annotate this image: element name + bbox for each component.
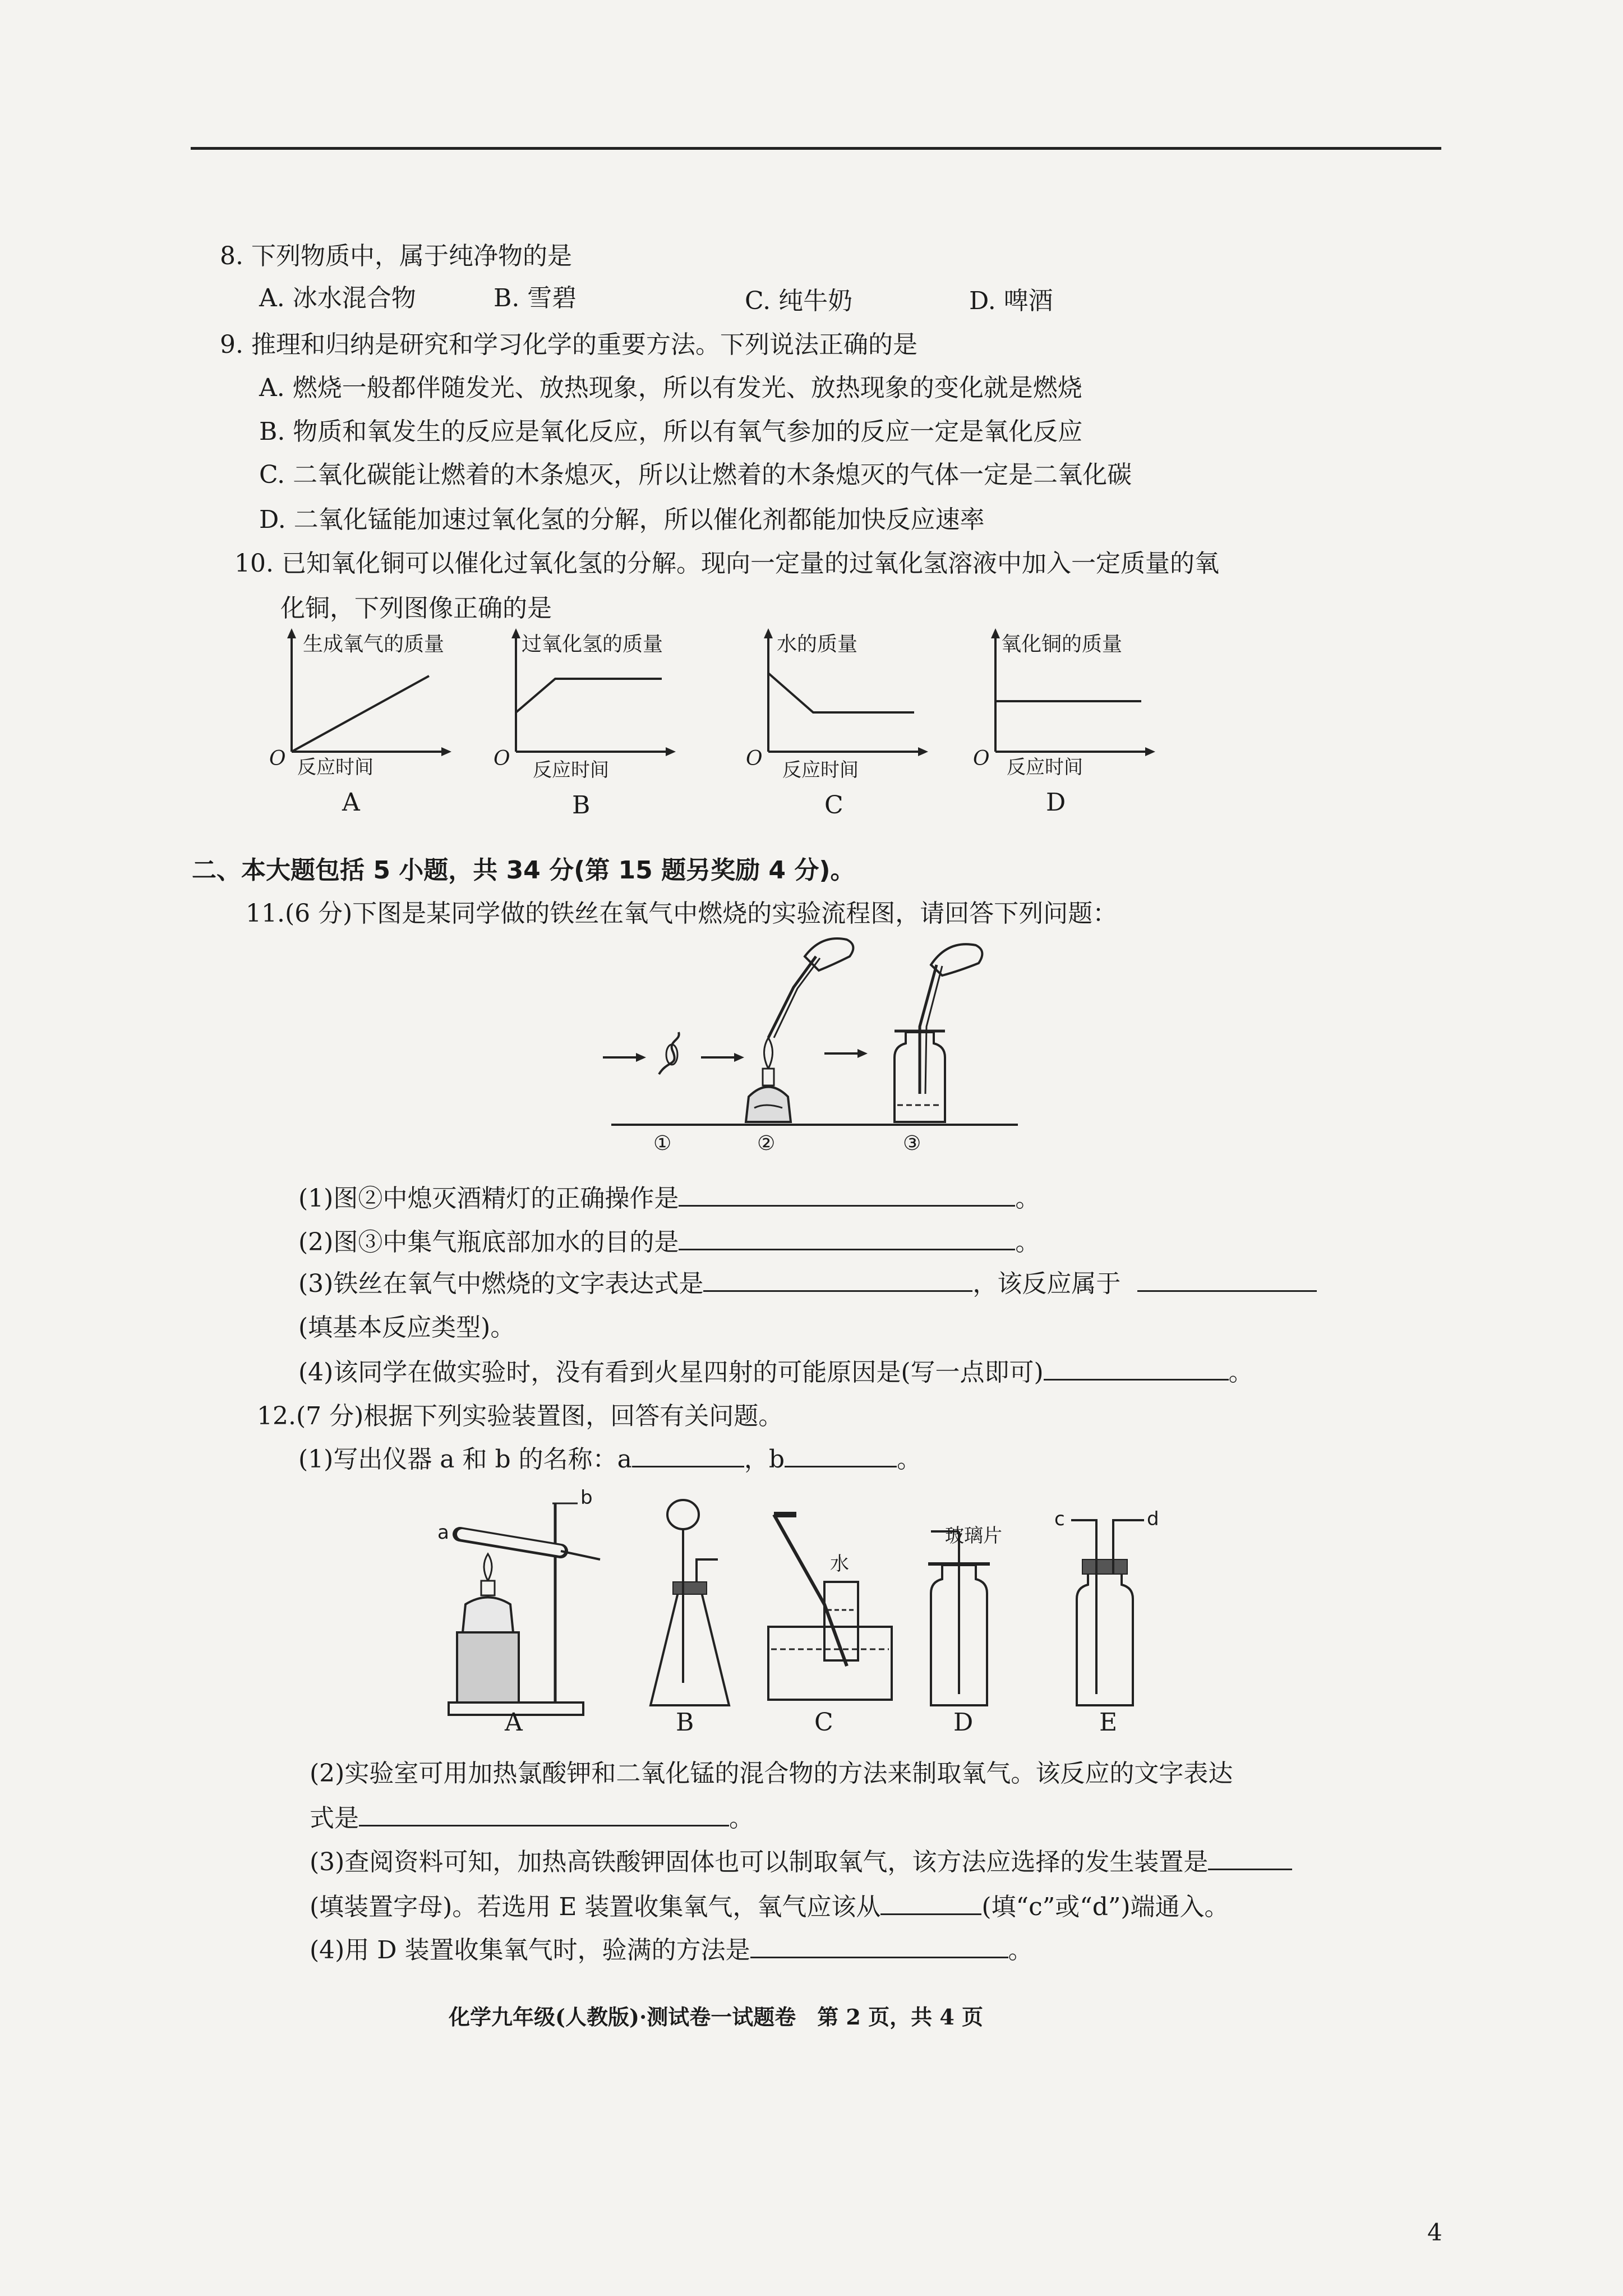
graph-c-ylabel: 水的质量 [777,633,858,656]
q10-stem-line1: 10. 已知氧化铜可以催化过氧化氢的分解。现向一定量的过氧化氢溶液中加入一定质量的氧 [234,549,1219,578]
apparatus-letter-c: C [814,1708,833,1737]
section2-heading: 二、本大题包括 5 小题，共 34 分(第 15 题另奖励 4 分)。 [192,856,855,885]
graph-c-letter: C [824,791,843,820]
apparatus-letter-d: D [953,1708,974,1737]
q11-stem: 11.(6 分)下图是某同学做的铁丝在氧气中燃烧的实验流程图，请回答下列问题： [246,899,1118,928]
graph-d-xlabel: 反应时间 [1007,756,1083,779]
q12-apparatus [437,1481,1256,1739]
q11-sub3-text-2: ，该反应属于 [972,1269,1121,1298]
apparatus-letter-e: E [1099,1708,1118,1737]
q12-sub4-period: 。 [1008,1936,1033,1964]
q11-sub3-blank-2[interactable] [1137,1268,1317,1292]
graph-b-letter: B [572,791,591,820]
q11-sub2-period: 。 [1015,1228,1040,1257]
q12-sub3 [310,1842,1292,1878]
page-number: 4 [1427,2219,1442,2246]
graph-a-letter: A [342,788,360,817]
q12-sub3-cont [310,1887,1229,1922]
q12-stem: 12.(7 分)根据下列实验装置图，回答有关问题。 [257,1402,783,1430]
apparatus-letter-b: B [676,1708,694,1737]
q11-figure [600,926,1026,1172]
graph-c [746,628,937,830]
graph-b-ylabel: 过氧化氢的质量 [522,633,663,656]
q8-stem: 8. 下列物质中，属于纯净物的是 [220,242,572,270]
q11-sub2 [298,1222,1040,1258]
q10-stem-line2: 化铜，下列图像正确的是 [280,594,552,623]
q11-fig-label-2: ② [757,1132,776,1155]
graph-a [269,628,460,830]
q11-sub1 [298,1178,1040,1214]
q12-sub1-text-b: ，b [744,1445,785,1474]
q11-fig-label-3: ③ [903,1132,921,1155]
q12-sub3-text-3: (填“c”或“d”)端通入。 [981,1893,1229,1921]
q11-sub4-period: 。 [1228,1358,1253,1387]
q12-sub1-blank-a[interactable] [632,1443,744,1467]
q9-option-c: C. 二氧化碳能让燃着的木条熄灭，所以让燃着的木条熄灭的气体一定是二氧化碳 [259,461,1132,489]
q11-sub3-cont: (填基本反应类型)。 [298,1313,515,1342]
q9-option-d: D. 二氧化锰能加速过氧化氢的分解，所以催化剂都能加快反应速率 [259,505,985,534]
q8-option-d: D. 啤酒 [969,287,1053,315]
q12-sub4-text: (4)用 D 装置收集氧气时，验满的方法是 [310,1936,750,1964]
graph-b-xlabel: 反应时间 [533,759,609,781]
q12-sub1-blank-b[interactable] [785,1443,897,1467]
q11-sub3-blank-1[interactable] [703,1268,972,1292]
apparatus-label-a: a [437,1521,449,1544]
q11-sub3 [298,1263,1317,1299]
q11-sub2-text: (2)图③中集气瓶底部加水的目的是 [298,1228,679,1257]
q12-sub1-text: (1)写出仪器 a 和 b 的名称：a [298,1445,632,1474]
q9-option-a: A. 燃烧一般都伴随发光、放热现象，所以有发光、放热现象的变化就是燃烧 [259,374,1082,402]
apparatus-label-glass: 玻璃片 [945,1525,1002,1547]
q11-sub1-period: 。 [1015,1184,1040,1213]
q12-sub2: (2)实验室可用加热氯酸钾和二氧化锰的混合物的方法来制取氧气。该反应的文字表达 [310,1759,1233,1788]
graph-c-origin: O [746,747,763,770]
graph-b [494,628,684,830]
q12-sub4 [310,1930,1033,1966]
q12-sub2-period: 。 [729,1804,754,1833]
q12-sub2-blank[interactable] [359,1802,729,1826]
graph-d-ylabel: 氧化铜的质量 [1001,633,1123,656]
q11-sub4 [298,1352,1253,1388]
q8-option-b: B. 雪碧 [494,284,577,312]
q11-sub2-blank[interactable] [679,1226,1015,1250]
q11-sub3-text: (3)铁丝在氧气中燃烧的文字表达式是 [298,1269,704,1298]
q12-sub3-blank-2[interactable] [880,1891,981,1915]
q12-sub2-cont [310,1798,754,1834]
q12-sub1-period: 。 [897,1445,922,1474]
graph-d-letter: D [1046,788,1066,817]
q12-sub3-text: (3)查阅资料可知，加热高铁酸钾固体也可以制取氧气，该方法应选择的发生装置是 [310,1848,1209,1876]
q11-sub4-text: (4)该同学在做实验时，没有看到火星四射的可能原因是(写一点即可) [298,1358,1044,1387]
graph-a-xlabel: 反应时间 [297,756,374,779]
graph-c-xlabel: 反应时间 [782,759,859,781]
graph-d [973,628,1164,830]
q11-sub4-blank[interactable] [1044,1356,1229,1381]
q11-sub1-blank[interactable] [679,1182,1015,1207]
graph-a-origin: O [269,747,286,770]
page-footer: 化学九年级(人教版)·测试卷一试题卷 第 2 页，共 4 页 [449,2004,983,2030]
apparatus-label-d: d [1147,1508,1159,1530]
top-rule [191,147,1441,150]
q8-option-c: C. 纯牛奶 [745,287,853,315]
q12-sub2-text: 式是 [310,1804,359,1833]
graph-b-origin: O [494,747,510,770]
q12-sub1 [298,1439,921,1475]
q11-fig-label-1: ① [653,1132,672,1155]
q12-sub3-blank-1[interactable] [1208,1846,1292,1870]
apparatus-label-b: b [580,1487,593,1509]
graph-a-ylabel: 生成氧气的质量 [303,633,445,656]
q9-stem: 9. 推理和归纳是研究和学习化学的重要方法。下列说法正确的是 [220,330,917,359]
q8-option-a: A. 冰水混合物 [259,284,416,312]
apparatus-label-water: 水 [830,1553,849,1575]
q12-sub4-blank[interactable] [750,1934,1008,1958]
q12-sub3-text-2: (填装置字母)。若选用 E 装置收集氧气，氧气应该从 [310,1893,881,1921]
apparatus-label-c: c [1054,1508,1065,1530]
lab-apparatus-illustration [437,1481,1256,1739]
graph-d-origin: O [973,747,990,770]
q11-sub1-text: (1)图②中熄灭酒精灯的正确操作是 [298,1184,679,1213]
q9-option-b: B. 物质和氧发生的反应是氧化反应，所以有氧气参加的反应一定是氧化反应 [259,417,1083,446]
apparatus-letter-a: A [505,1708,523,1737]
